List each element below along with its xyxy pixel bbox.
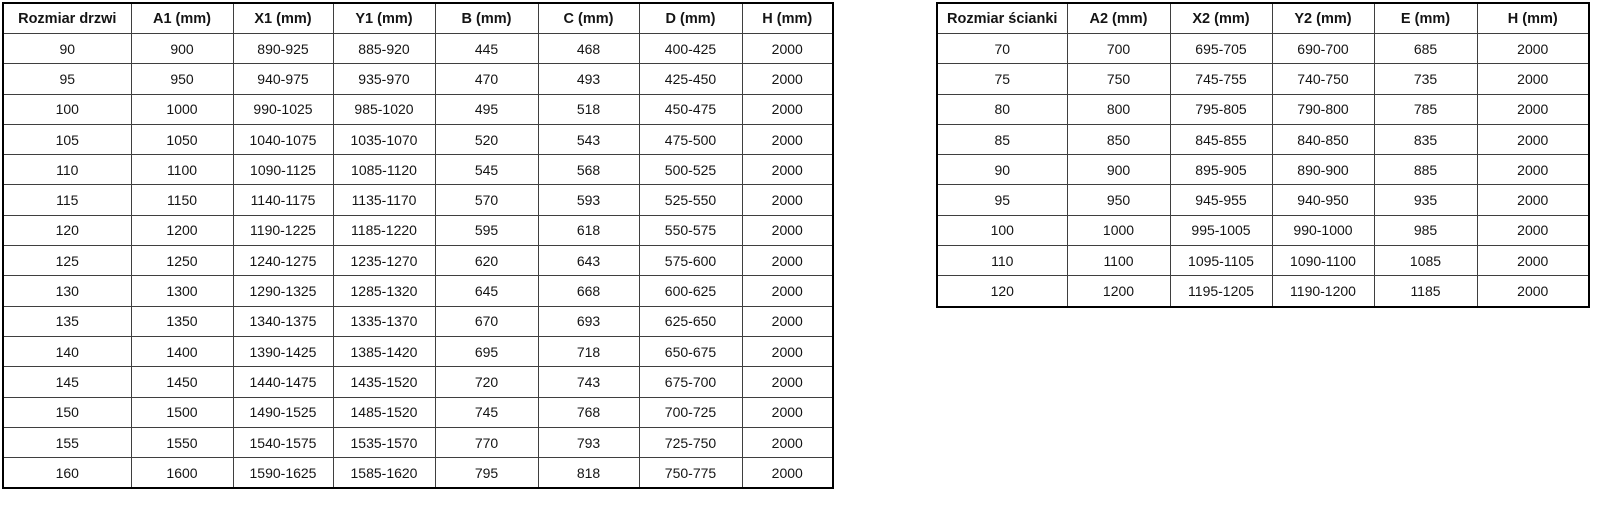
table-cell: 468 — [538, 34, 639, 64]
table-cell: 2000 — [1477, 124, 1589, 154]
table-row — [937, 94, 1589, 124]
table-row — [3, 276, 833, 306]
table-cell: 518 — [538, 94, 639, 124]
table-row — [3, 246, 833, 276]
table-cell: 493 — [538, 64, 639, 94]
door-table-body — [3, 34, 833, 489]
table-cell: 695 — [435, 336, 538, 366]
table-cell: 1590-1625 — [233, 458, 333, 489]
table-cell: 745-755 — [1170, 64, 1272, 94]
table-cell: 2000 — [1477, 155, 1589, 185]
table-cell: 2000 — [1477, 94, 1589, 124]
table-cell: 1095-1105 — [1170, 246, 1272, 276]
table-cell: 2000 — [742, 185, 833, 215]
table-cell: 80 — [937, 94, 1067, 124]
table-cell: 1050 — [131, 124, 233, 154]
table-cell: 685 — [1374, 34, 1477, 64]
table-cell: 593 — [538, 185, 639, 215]
header-cell: A1 (mm) — [131, 3, 233, 34]
table-cell: 85 — [937, 124, 1067, 154]
table-cell: 2000 — [1477, 34, 1589, 64]
table-cell: 600-625 — [639, 276, 742, 306]
table-cell: 110 — [937, 246, 1067, 276]
table-cell: 900 — [1067, 155, 1170, 185]
table-cell: 800 — [1067, 94, 1170, 124]
table-cell: 1100 — [1067, 246, 1170, 276]
table-cell: 1485-1520 — [333, 397, 435, 427]
table-cell: 795-805 — [1170, 94, 1272, 124]
header-cell: H (mm) — [742, 3, 833, 34]
table-cell: 115 — [3, 185, 131, 215]
table-cell: 1195-1205 — [1170, 276, 1272, 307]
table-cell: 100 — [937, 215, 1067, 245]
table-cell: 1400 — [131, 336, 233, 366]
table-cell: 745 — [435, 397, 538, 427]
table-cell: 1600 — [131, 458, 233, 489]
table-cell: 1500 — [131, 397, 233, 427]
table-cell: 1290-1325 — [233, 276, 333, 306]
table-cell: 900 — [131, 34, 233, 64]
table-cell: 1585-1620 — [333, 458, 435, 489]
table-cell: 618 — [538, 215, 639, 245]
table-cell: 110 — [3, 155, 131, 185]
table-cell: 90 — [937, 155, 1067, 185]
table-cell: 545 — [435, 155, 538, 185]
door-table-header-row — [3, 3, 833, 34]
table-cell: 2000 — [1477, 64, 1589, 94]
header-cell: C (mm) — [538, 3, 639, 34]
table-cell: 1550 — [131, 427, 233, 457]
table-cell: 1035-1070 — [333, 124, 435, 154]
table-cell: 1300 — [131, 276, 233, 306]
table-cell: 840-850 — [1272, 124, 1374, 154]
table-cell: 1435-1520 — [333, 367, 435, 397]
header-cell: Rozmiar ścianki — [937, 3, 1067, 34]
table-cell: 1090-1100 — [1272, 246, 1374, 276]
table-cell: 835 — [1374, 124, 1477, 154]
table-cell: 2000 — [742, 64, 833, 94]
table-cell: 1490-1525 — [233, 397, 333, 427]
table-cell: 985 — [1374, 215, 1477, 245]
table-cell: 940-975 — [233, 64, 333, 94]
table-cell: 2000 — [742, 246, 833, 276]
header-cell: Rozmiar drzwi — [3, 3, 131, 34]
table-cell: 1535-1570 — [333, 427, 435, 457]
table-row — [3, 34, 833, 64]
table-cell: 570 — [435, 185, 538, 215]
table-cell: 100 — [3, 94, 131, 124]
table-cell: 2000 — [742, 124, 833, 154]
header-cell: H (mm) — [1477, 3, 1589, 34]
table-cell: 2000 — [742, 458, 833, 489]
table-cell: 1235-1270 — [333, 246, 435, 276]
table-cell: 400-425 — [639, 34, 742, 64]
table-cell: 793 — [538, 427, 639, 457]
table-cell: 668 — [538, 276, 639, 306]
table-cell: 885 — [1374, 155, 1477, 185]
table-cell: 2000 — [1477, 246, 1589, 276]
table-cell: 650-675 — [639, 336, 742, 366]
table-cell: 1450 — [131, 367, 233, 397]
table-cell: 700 — [1067, 34, 1170, 64]
table-row — [3, 397, 833, 427]
table-cell: 1250 — [131, 246, 233, 276]
wall-table-body — [937, 34, 1589, 307]
table-cell: 718 — [538, 336, 639, 366]
table-cell: 845-855 — [1170, 124, 1272, 154]
header-cell: E (mm) — [1374, 3, 1477, 34]
table-cell: 2000 — [1477, 276, 1589, 307]
table-cell: 95 — [937, 185, 1067, 215]
table-cell: 2000 — [742, 276, 833, 306]
table-cell: 155 — [3, 427, 131, 457]
table-row — [3, 458, 833, 489]
table-cell: 1185-1220 — [333, 215, 435, 245]
table-cell: 445 — [435, 34, 538, 64]
table-cell: 885-920 — [333, 34, 435, 64]
table-cell: 768 — [538, 397, 639, 427]
table-cell: 743 — [538, 367, 639, 397]
table-row — [3, 185, 833, 215]
table-cell: 1200 — [131, 215, 233, 245]
table-cell: 700-725 — [639, 397, 742, 427]
table-cell: 145 — [3, 367, 131, 397]
table-cell: 2000 — [742, 155, 833, 185]
table-cell: 1140-1175 — [233, 185, 333, 215]
table-cell: 1390-1425 — [233, 336, 333, 366]
table-cell: 130 — [3, 276, 131, 306]
table-cell: 890-925 — [233, 34, 333, 64]
table-cell: 120 — [3, 215, 131, 245]
table-cell: 425-450 — [639, 64, 742, 94]
table-row — [3, 367, 833, 397]
table-cell: 643 — [538, 246, 639, 276]
table-cell: 495 — [435, 94, 538, 124]
table-cell: 2000 — [742, 397, 833, 427]
table-cell: 1350 — [131, 306, 233, 336]
table-cell: 675-700 — [639, 367, 742, 397]
table-cell: 693 — [538, 306, 639, 336]
table-row — [3, 94, 833, 124]
table-cell: 550-575 — [639, 215, 742, 245]
table-cell: 1200 — [1067, 276, 1170, 307]
table-cell: 1135-1170 — [333, 185, 435, 215]
table-cell: 1085 — [1374, 246, 1477, 276]
table-cell: 475-500 — [639, 124, 742, 154]
table-row — [3, 155, 833, 185]
wall-sizes-table — [936, 2, 1590, 308]
table-row — [3, 215, 833, 245]
table-cell: 2000 — [742, 336, 833, 366]
table-cell: 1000 — [131, 94, 233, 124]
wall-table-header-row — [937, 3, 1589, 34]
header-cell: X2 (mm) — [1170, 3, 1272, 34]
table-cell: 75 — [937, 64, 1067, 94]
table-cell: 2000 — [1477, 185, 1589, 215]
table-cell: 450-475 — [639, 94, 742, 124]
table-cell: 935 — [1374, 185, 1477, 215]
table-cell: 750 — [1067, 64, 1170, 94]
table-cell: 935-970 — [333, 64, 435, 94]
table-cell: 95 — [3, 64, 131, 94]
table-cell: 795 — [435, 458, 538, 489]
header-cell: Y2 (mm) — [1272, 3, 1374, 34]
table-cell: 2000 — [742, 94, 833, 124]
table-cell: 1185 — [1374, 276, 1477, 307]
table-cell: 735 — [1374, 64, 1477, 94]
table-cell: 125 — [3, 246, 131, 276]
table-cell: 950 — [1067, 185, 1170, 215]
table-cell: 575-600 — [639, 246, 742, 276]
table-cell: 2000 — [742, 34, 833, 64]
header-cell: X1 (mm) — [233, 3, 333, 34]
table-row — [3, 306, 833, 336]
table-cell: 1540-1575 — [233, 427, 333, 457]
table-cell: 1340-1375 — [233, 306, 333, 336]
table-cell: 2000 — [742, 427, 833, 457]
table-cell: 2000 — [742, 306, 833, 336]
table-row — [937, 34, 1589, 64]
header-cell: B (mm) — [435, 3, 538, 34]
table-cell: 1150 — [131, 185, 233, 215]
table-cell: 543 — [538, 124, 639, 154]
table-cell: 1190-1200 — [1272, 276, 1374, 307]
table-cell: 690-700 — [1272, 34, 1374, 64]
table-cell: 990-1000 — [1272, 215, 1374, 245]
table-cell: 950 — [131, 64, 233, 94]
table-cell: 645 — [435, 276, 538, 306]
table-cell: 470 — [435, 64, 538, 94]
table-cell: 520 — [435, 124, 538, 154]
table-cell: 90 — [3, 34, 131, 64]
table-row — [937, 64, 1589, 94]
table-row — [937, 185, 1589, 215]
table-cell: 945-955 — [1170, 185, 1272, 215]
table-row — [3, 427, 833, 457]
table-cell: 770 — [435, 427, 538, 457]
table-cell: 725-750 — [639, 427, 742, 457]
table-cell: 850 — [1067, 124, 1170, 154]
table-cell: 1385-1420 — [333, 336, 435, 366]
table-cell: 135 — [3, 306, 131, 336]
header-cell: D (mm) — [639, 3, 742, 34]
table-cell: 740-750 — [1272, 64, 1374, 94]
table-row — [3, 336, 833, 366]
table-cell: 750-775 — [639, 458, 742, 489]
table-cell: 1335-1370 — [333, 306, 435, 336]
door-sizes-table — [2, 2, 834, 489]
table-cell: 2000 — [1477, 215, 1589, 245]
header-cell: Y1 (mm) — [333, 3, 435, 34]
table-cell: 150 — [3, 397, 131, 427]
table-cell: 990-1025 — [233, 94, 333, 124]
header-cell: A2 (mm) — [1067, 3, 1170, 34]
table-row — [3, 64, 833, 94]
table-cell: 1090-1125 — [233, 155, 333, 185]
table-row — [3, 124, 833, 154]
table-cell: 1040-1075 — [233, 124, 333, 154]
table-cell: 70 — [937, 34, 1067, 64]
table-cell: 2000 — [742, 367, 833, 397]
table-cell: 785 — [1374, 94, 1477, 124]
table-cell: 695-705 — [1170, 34, 1272, 64]
table-cell: 1190-1225 — [233, 215, 333, 245]
table-cell: 620 — [435, 246, 538, 276]
table-row — [937, 124, 1589, 154]
table-cell: 568 — [538, 155, 639, 185]
table-cell: 525-550 — [639, 185, 742, 215]
table-cell: 160 — [3, 458, 131, 489]
table-cell: 120 — [937, 276, 1067, 307]
table-cell: 105 — [3, 124, 131, 154]
table-cell: 500-525 — [639, 155, 742, 185]
table-cell: 985-1020 — [333, 94, 435, 124]
table-cell: 940-950 — [1272, 185, 1374, 215]
table-cell: 790-800 — [1272, 94, 1374, 124]
table-row — [937, 246, 1589, 276]
table-cell: 895-905 — [1170, 155, 1272, 185]
table-row — [937, 276, 1589, 307]
table-cell: 1085-1120 — [333, 155, 435, 185]
table-cell: 2000 — [742, 215, 833, 245]
table-cell: 1240-1275 — [233, 246, 333, 276]
table-cell: 890-900 — [1272, 155, 1374, 185]
table-cell: 1100 — [131, 155, 233, 185]
table-row — [937, 155, 1589, 185]
table-cell: 625-650 — [639, 306, 742, 336]
table-cell: 1285-1320 — [333, 276, 435, 306]
table-cell: 720 — [435, 367, 538, 397]
table-cell: 995-1005 — [1170, 215, 1272, 245]
table-cell: 140 — [3, 336, 131, 366]
table-cell: 595 — [435, 215, 538, 245]
table-cell: 1000 — [1067, 215, 1170, 245]
table-cell: 1440-1475 — [233, 367, 333, 397]
table-cell: 818 — [538, 458, 639, 489]
table-row — [937, 215, 1589, 245]
table-cell: 670 — [435, 306, 538, 336]
